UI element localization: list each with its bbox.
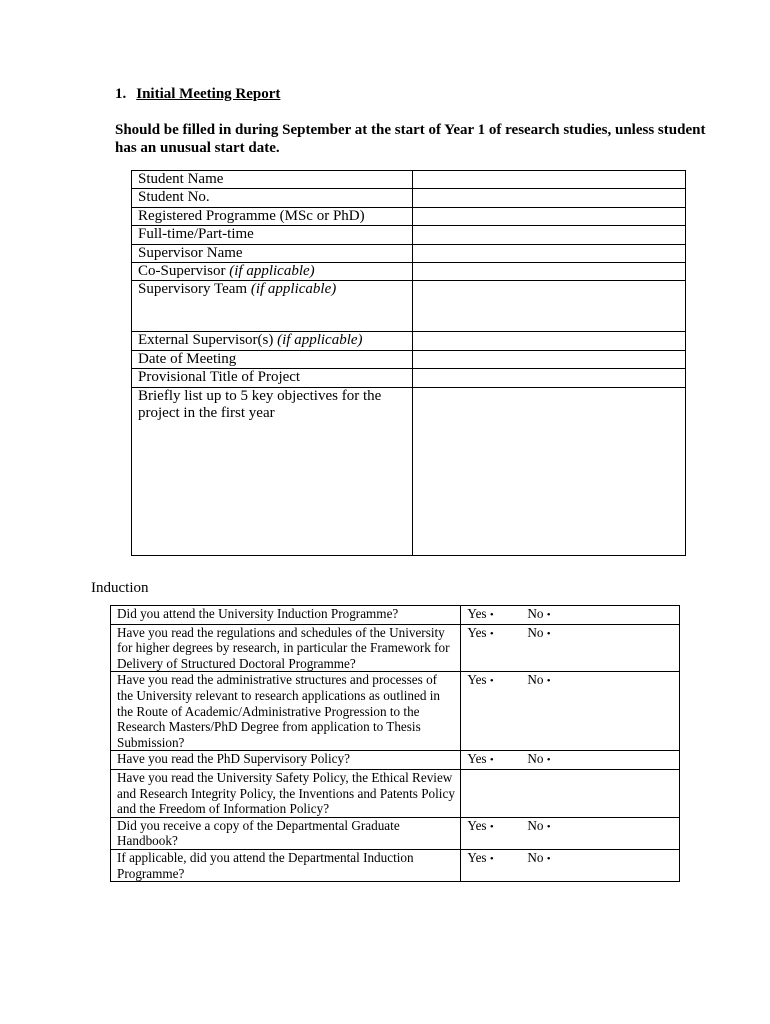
yes-bullet-icon: •: [489, 609, 494, 621]
student-no-field[interactable]: [412, 189, 685, 207]
objectives-label: Briefly list up to 5 key objectives for the project in the first year: [132, 387, 413, 555]
no-option[interactable]: No •: [527, 672, 551, 688]
no-bullet-icon: •: [546, 627, 551, 640]
external-supervisor-field[interactable]: [412, 332, 685, 350]
intro-instructions: Should be filled in during September at the start of Year 1 of research studies, unless student has an unusual start date.: [115, 122, 706, 156]
no-option[interactable]: No •: [527, 624, 551, 640]
co-supervisor-label: Co-Supervisor (if applicable): [132, 263, 413, 281]
no-option[interactable]: No •: [527, 849, 551, 865]
table-row: [111, 751, 680, 770]
table-row: [132, 263, 686, 281]
co-supervisor-field[interactable]: [412, 263, 685, 281]
no-bullet-icon: •: [546, 852, 551, 865]
external-supervisor-label: External Supervisor(s) (if applicable): [132, 332, 413, 350]
question-text: Have you read the University Safety Policy, the Ethical Review and Research Integrity Policy, the Inventions and Patents Policy and the Freedom of Information Policy?: [111, 769, 461, 817]
no-bullet-icon: •: [546, 675, 551, 688]
yes-option[interactable]: Yes •: [467, 817, 494, 833]
no-bullet-icon: •: [546, 820, 551, 833]
no-bullet-icon: •: [546, 754, 551, 767]
yes-option[interactable]: Yes •: [467, 672, 494, 688]
question-text: If applicable, did you attend the Departmental Induction Programme?: [111, 849, 461, 881]
student-name-field[interactable]: [412, 171, 685, 189]
table-row: [132, 350, 686, 368]
table-row: [132, 171, 686, 189]
supervisor-name-label: Supervisor Name: [132, 244, 413, 262]
answer-cell: [461, 849, 680, 881]
question-text: Have you read the administrative structures and processes of the University relevant to research applications as outlined in the Route of Academic/Administrative Progression to the Research Masters/PhD Degree from application to Thesis Submission?: [111, 672, 461, 751]
question-text: Have you read the PhD Supervisory Policy?: [111, 751, 461, 770]
table-row: [132, 189, 686, 207]
project-title-field[interactable]: [412, 369, 685, 387]
objectives-field[interactable]: [412, 387, 685, 555]
table-row: [111, 849, 680, 881]
no-bullet-icon: •: [546, 609, 551, 621]
study-mode-field[interactable]: [412, 226, 685, 244]
project-title-label: Provisional Title of Project: [132, 369, 413, 387]
yes-bullet-icon: •: [489, 675, 494, 688]
section-number: 1.: [115, 86, 127, 102]
supervisor-name-field[interactable]: [412, 244, 685, 262]
question-text: Did you attend the University Induction Programme?: [111, 606, 461, 625]
table-row: [111, 624, 680, 672]
yes-bullet-icon: •: [489, 754, 494, 767]
table-row: [111, 817, 680, 849]
induction-table: [110, 605, 680, 882]
section-heading: [115, 86, 280, 103]
question-text: Have you read the regulations and schedules of the University for higher degrees by research, in particular the Framework for Delivery of Structured Doctoral Programme?: [111, 624, 461, 672]
table-row: [132, 244, 686, 262]
table-row: [111, 606, 680, 625]
yes-option[interactable]: Yes •: [467, 624, 494, 640]
table-row: [111, 769, 680, 817]
yes-bullet-icon: •: [489, 852, 494, 865]
table-row: [132, 387, 686, 555]
student-name-label: Student Name: [132, 171, 413, 189]
yes-bullet-icon: •: [489, 820, 494, 833]
table-row: [132, 332, 686, 350]
table-row: [132, 226, 686, 244]
yes-option[interactable]: Yes •: [467, 606, 494, 621]
supervisory-team-field[interactable]: [412, 281, 685, 332]
answer-cell: [461, 672, 680, 751]
registered-programme-field[interactable]: [412, 207, 685, 225]
no-option[interactable]: No •: [527, 817, 551, 833]
section-title: Initial Meeting Report: [136, 86, 281, 102]
student-no-label: Student No.: [132, 189, 413, 207]
yes-option[interactable]: Yes •: [467, 849, 494, 865]
question-text: Did you receive a copy of the Departmental Graduate Handbook?: [111, 817, 461, 849]
answer-cell: [461, 624, 680, 672]
answer-cell: [461, 751, 680, 770]
no-option[interactable]: No •: [527, 606, 551, 621]
no-option[interactable]: No •: [527, 751, 551, 767]
table-row: [111, 672, 680, 751]
table-row: [132, 281, 686, 332]
answer-cell[interactable]: [461, 769, 680, 817]
answer-cell: [461, 606, 680, 625]
registered-programme-label: Registered Programme (MSc or PhD): [132, 207, 413, 225]
supervisory-team-label: Supervisory Team (if applicable): [132, 281, 413, 332]
study-mode-label: Full-time/Part-time: [132, 226, 413, 244]
yes-option[interactable]: Yes •: [467, 751, 494, 767]
answer-cell: [461, 817, 680, 849]
table-row: [132, 369, 686, 387]
table-row: [132, 207, 686, 225]
yes-bullet-icon: •: [489, 627, 494, 640]
induction-heading: Induction: [91, 580, 149, 596]
meeting-date-field[interactable]: [412, 350, 685, 368]
meeting-date-label: Date of Meeting: [132, 350, 413, 368]
student-details-table: [131, 170, 686, 556]
